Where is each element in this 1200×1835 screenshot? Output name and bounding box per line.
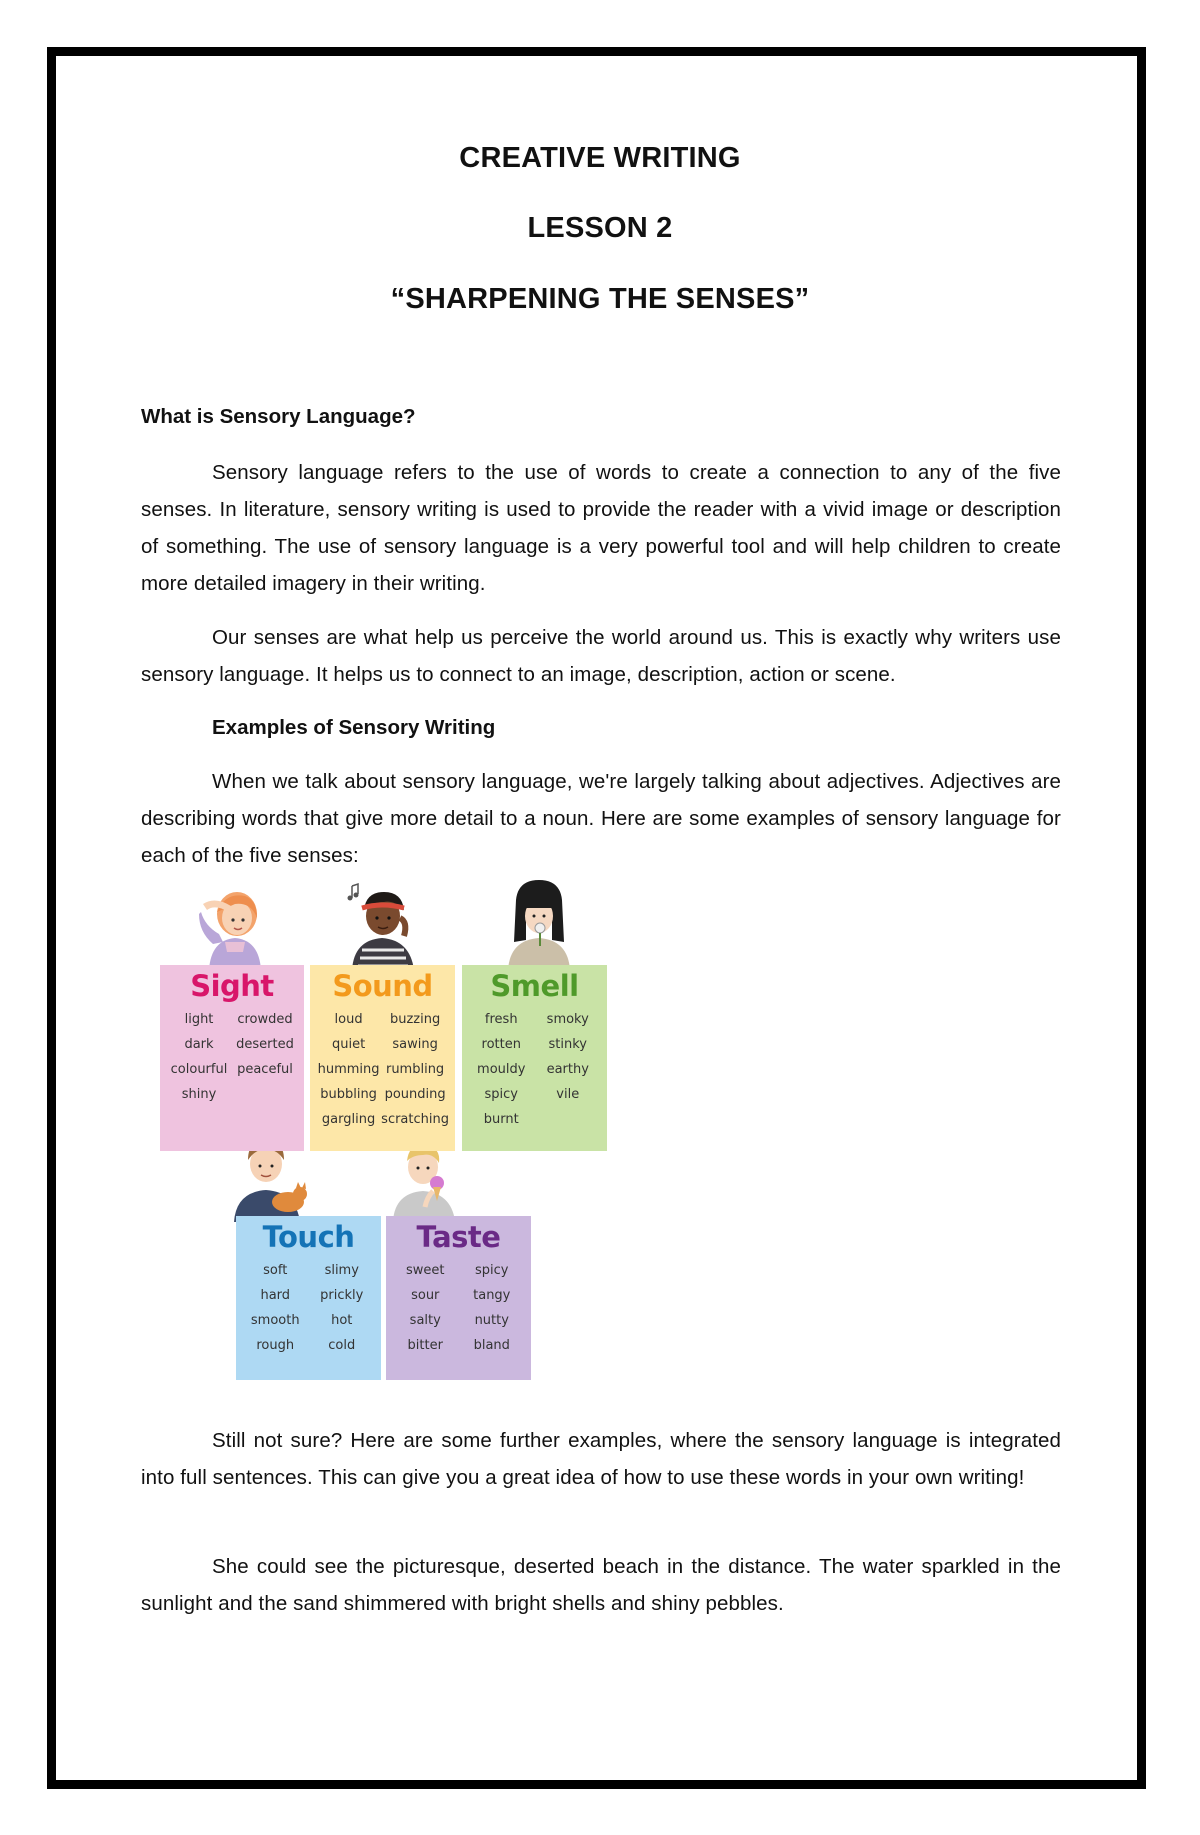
smell-word: fresh xyxy=(484,1012,518,1027)
smell-word: spicy xyxy=(484,1087,518,1102)
sound-word: quiet xyxy=(331,1037,366,1052)
touch-word: hot xyxy=(331,1313,353,1328)
touch-word: soft xyxy=(263,1263,288,1278)
taste-word: salty xyxy=(409,1313,441,1328)
smell-card xyxy=(462,965,607,1151)
smell-word: stinky xyxy=(548,1037,587,1052)
sight-word: dark xyxy=(184,1037,214,1052)
sound-word: sawing xyxy=(392,1037,438,1052)
smell-word: mouldy xyxy=(477,1062,526,1077)
boy-listening-icon xyxy=(342,880,424,970)
girl-smelling-flower-icon xyxy=(500,880,578,970)
sight-word: light xyxy=(184,1012,214,1027)
sound-card xyxy=(310,965,455,1151)
sight-word: deserted xyxy=(236,1037,294,1052)
section-heading-sensory-language: What is Sensory Language? xyxy=(141,405,416,428)
smell-word: rotten xyxy=(481,1037,521,1052)
smell-word: smoky xyxy=(546,1012,589,1027)
taste-word: sour xyxy=(411,1288,440,1303)
taste-word: bitter xyxy=(407,1338,443,1353)
touch-word: hard xyxy=(260,1288,291,1303)
taste-word: spicy xyxy=(475,1263,509,1278)
sound-word: rumbling xyxy=(385,1062,445,1077)
taste-card xyxy=(386,1216,531,1380)
touch-word: rough xyxy=(256,1338,295,1353)
sight-word: shiny xyxy=(181,1087,217,1102)
taste-word: nutty xyxy=(474,1313,509,1328)
smell-title: Smell xyxy=(490,969,579,1003)
touch-word: smooth xyxy=(250,1313,300,1328)
sight-word: peaceful xyxy=(237,1062,293,1077)
touch-title: Touch xyxy=(262,1220,355,1254)
paragraph-further-examples: Still not sure? Here are some further examples, where the sensory language is integrated into full sentences. This can give you a great idea of how to use these words in your own writing! xyxy=(141,1429,1061,1489)
paragraph-adjectives: When we talk about sensory language, we're largely talking about adjectives. Adjectives are describing words that give more detail to a noun. Here are some examples of sensory language for each of the five senses: xyxy=(141,770,1061,867)
touch-word: slimy xyxy=(324,1263,359,1278)
smell-word: earthy xyxy=(546,1062,589,1077)
sound-word: buzzing xyxy=(389,1012,441,1027)
paragraph-beach-example: She could see the picturesque, deserted beach in the distance. The water sparkled in the sunlight and the sand shimmered with bright shells and shiny pebbles. xyxy=(141,1555,1061,1615)
lesson-number: LESSON 2 xyxy=(527,212,673,244)
taste-title: Taste xyxy=(416,1220,501,1254)
sensory-chart xyxy=(150,880,620,1380)
sound-word: loud xyxy=(334,1012,363,1027)
smell-word: vile xyxy=(556,1087,580,1102)
taste-word: sweet xyxy=(406,1263,445,1278)
sound-word: scratching xyxy=(381,1112,449,1127)
touch-word: cold xyxy=(328,1338,356,1353)
course-title: CREATIVE WRITING xyxy=(459,142,741,174)
touch-card xyxy=(236,1216,381,1380)
paragraph-senses: Our senses are what help us perceive the world around us. This is exactly why writers use sensory language. It helps us to connect to an image, description, action or scene. xyxy=(141,626,1061,686)
taste-word: bland xyxy=(473,1338,510,1353)
sound-word: gargling xyxy=(321,1112,376,1127)
sight-word: crowded xyxy=(237,1012,293,1027)
lesson-title: “SHARPENING THE SENSES” xyxy=(390,283,810,315)
taste-word: tangy xyxy=(473,1288,511,1303)
sight-word xyxy=(232,1085,298,1105)
girl-shading-eyes-icon xyxy=(195,882,275,970)
sound-word: humming xyxy=(317,1062,380,1077)
sound-word: bubbling xyxy=(320,1087,377,1102)
sight-title: Sight xyxy=(190,969,274,1003)
paragraph-definition: Sensory language refers to the use of words to create a connection to any of the five senses. In literature, sensory writing is used to provide the reader with a vivid image or description of something. The use of sensory language is a very powerful tool and will help children to create more detailed imagery in their writing. xyxy=(141,461,1061,595)
section-heading-examples: Examples of Sensory Writing xyxy=(212,716,496,739)
smell-word xyxy=(535,1110,602,1130)
sound-title: Sound xyxy=(332,969,433,1003)
sound-word: pounding xyxy=(384,1087,446,1102)
sight-card xyxy=(160,965,304,1151)
touch-word: prickly xyxy=(320,1288,364,1303)
sight-word: colourful xyxy=(170,1062,228,1077)
smell-word: burnt xyxy=(483,1112,519,1127)
